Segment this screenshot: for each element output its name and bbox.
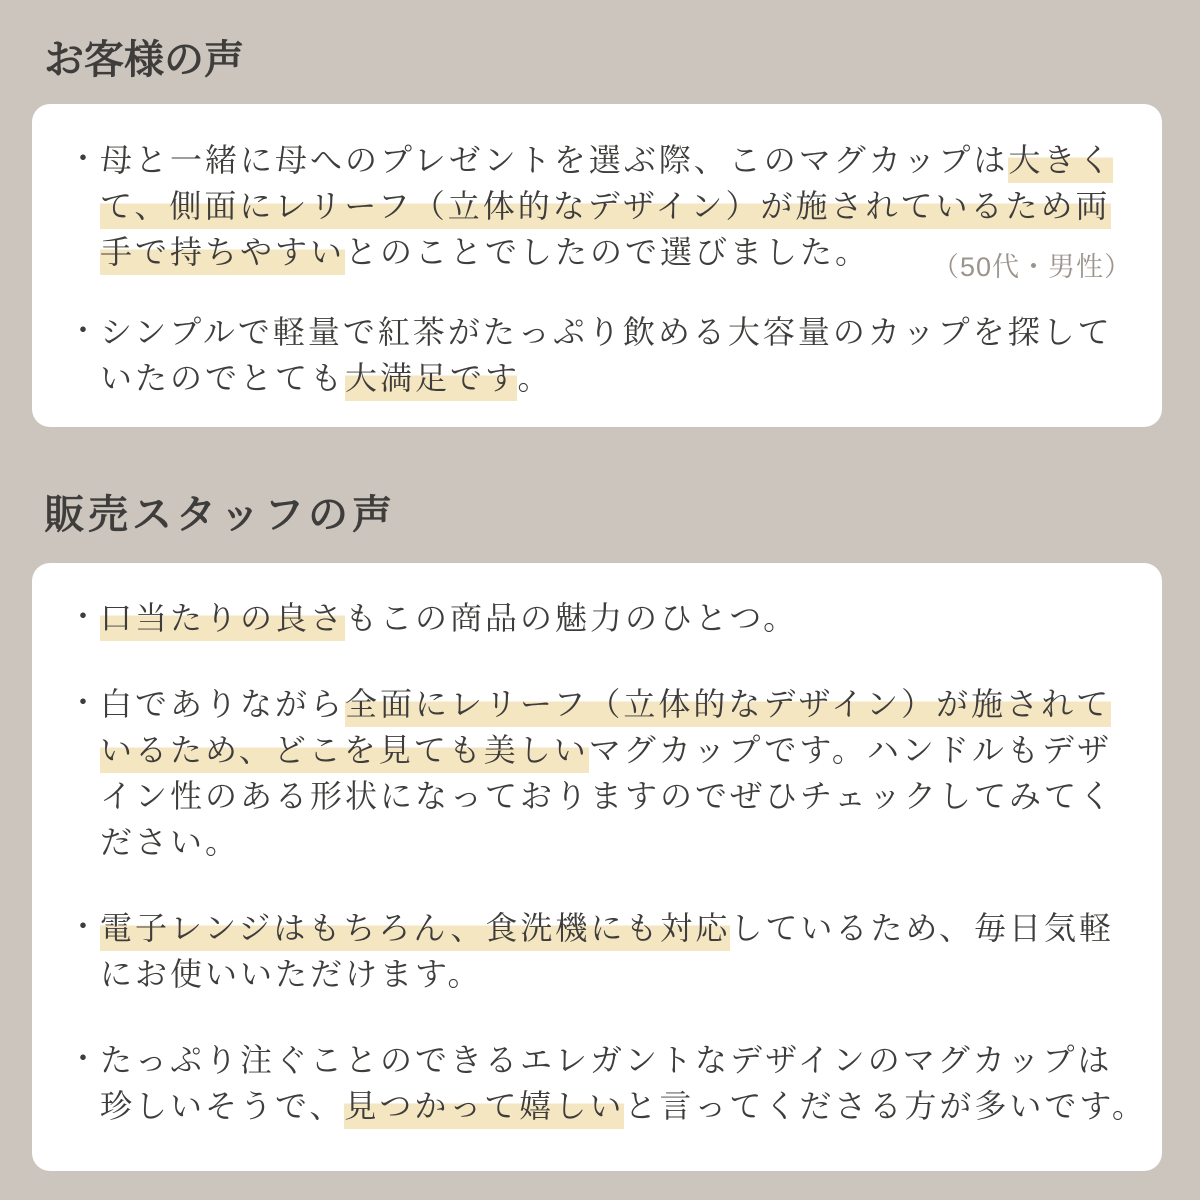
text-segment: 母と一緒に母へのプレゼントを選ぶ際、このマグカップは xyxy=(100,142,1009,178)
highlighted-text: 大きく xyxy=(1008,142,1113,183)
bullet-icon: ・ xyxy=(68,687,98,720)
text-segment: いたのでとても xyxy=(100,360,346,396)
review-item xyxy=(68,681,1132,865)
review-item xyxy=(68,309,1132,401)
review-item xyxy=(68,1037,1147,1129)
review-line xyxy=(100,355,1132,401)
bullet-icon: ・ xyxy=(68,143,98,176)
review-item xyxy=(68,137,1132,285)
text-segment: もこの商品の魅力のひとつ。 xyxy=(345,600,799,636)
review-card-staff-voices xyxy=(32,563,1162,1171)
bullet-icon: ・ xyxy=(68,1043,98,1076)
text-segment: 珍しいそうで、 xyxy=(100,1088,345,1124)
review-line xyxy=(100,819,1132,865)
bullet-icon: ・ xyxy=(68,601,98,634)
bullet-icon: ・ xyxy=(68,315,98,348)
highlighted-text: 大満足です xyxy=(345,360,517,401)
text-segment: たっぷり注ぐことのできるエレガントなデザインのマグカップは xyxy=(100,1042,1113,1078)
review-line xyxy=(100,595,1132,641)
review-line xyxy=(100,183,1132,229)
highlighted-text: 口当たりの良さ xyxy=(100,600,345,641)
text-segment: しているため、毎日気軽 xyxy=(730,910,1115,946)
highlighted-text: 手で持ちやすい xyxy=(100,234,345,275)
highlighted-text: 全面にレリーフ（立体的なデザイン）が施されて xyxy=(345,686,1111,727)
review-card-customer-voices xyxy=(32,104,1162,427)
review-line xyxy=(100,681,1132,727)
review-item xyxy=(68,905,1132,997)
highlighted-text: いるため、どこを見ても美しい xyxy=(100,732,589,773)
text-segment: 白でありながら xyxy=(100,686,346,722)
review-line xyxy=(100,727,1132,773)
text-segment: とのことでしたので選びました。 xyxy=(345,234,871,270)
text-segment: と言ってくださる方が多いです。 xyxy=(624,1088,1147,1124)
highlighted-text: 電子レンジはもちろん、食洗機にも対応 xyxy=(100,910,730,951)
section-title-staff-voices: 販売スタッフの声 xyxy=(44,493,396,537)
text-segment: シンプルで軽量で紅茶がたっぷり飲める大容量のカップを探して xyxy=(100,314,1113,350)
text-segment: マグカップです。ハンドルもデザ xyxy=(588,732,1112,768)
text-segment: 。 xyxy=(517,360,553,396)
review-line xyxy=(100,137,1132,183)
review-line xyxy=(100,1083,1147,1129)
section-title-customer-voices: お客様の声 xyxy=(44,38,244,82)
review-line xyxy=(100,773,1132,819)
text-segment: ださい。 xyxy=(100,824,241,860)
text-segment: にお使いいただけます。 xyxy=(100,956,483,992)
review-item xyxy=(68,595,1132,641)
review-line xyxy=(100,905,1132,951)
review-line xyxy=(100,1037,1132,1083)
reviewer-attribution: （50代・男性） xyxy=(931,252,1132,282)
bullet-icon: ・ xyxy=(68,911,98,944)
review-line xyxy=(100,309,1132,355)
review-line xyxy=(100,951,1132,997)
highlighted-text: 見つかって嬉しい xyxy=(344,1088,624,1129)
text-segment: イン性のある形状になっておりますのでぜひチェックしてみてく xyxy=(100,778,1115,814)
highlighted-text: て、側面にレリーフ（立体的なデザイン）が施されているため両 xyxy=(100,188,1111,229)
